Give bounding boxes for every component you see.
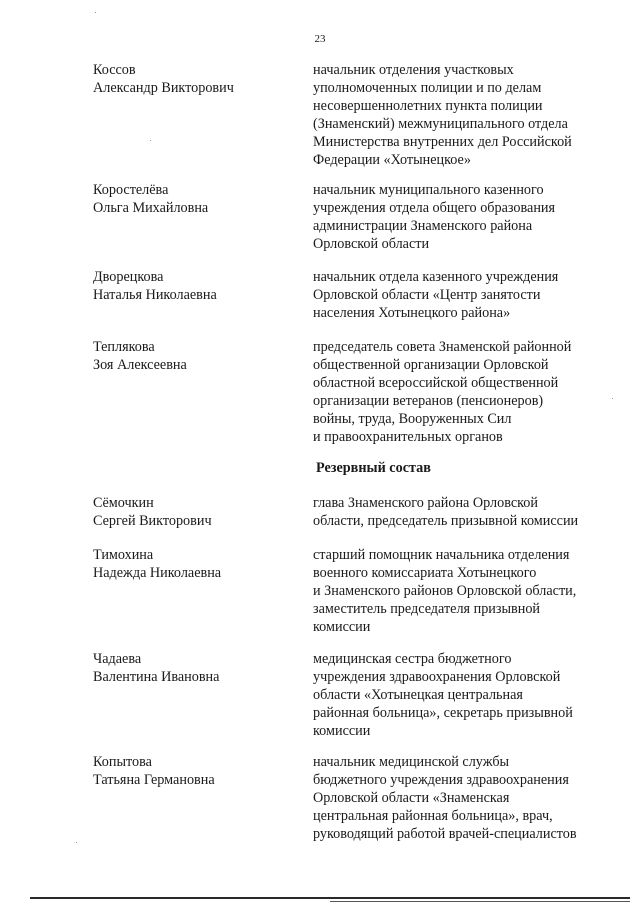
member-role: начальник отдела казенного учреждения Орловской области «Центр занятости населения Хотынецкого района» bbox=[313, 269, 559, 321]
reserve-member-name: Сёмочкин Сергей Викторович bbox=[93, 495, 212, 529]
page-bottom-rule bbox=[30, 897, 630, 899]
scan-speck bbox=[95, 12, 96, 13]
page-number: 23 bbox=[314, 33, 326, 45]
scan-speck bbox=[612, 398, 613, 399]
reserve-section-heading: Резервный состав bbox=[316, 460, 431, 476]
member-name: Дворецкова Наталья Николаевна bbox=[93, 269, 217, 303]
reserve-member-role: глава Знаменского района Орловской области, председатель призывной комиссии bbox=[313, 495, 579, 529]
member-name: Коссов Александр Викторович bbox=[93, 62, 234, 96]
member-name: Теплякова Зоя Алексеевна bbox=[93, 339, 187, 373]
scan-speck bbox=[76, 842, 77, 843]
member-role: начальник отделения участковых уполномоченных полиции и по делам несовершеннолетних пункта полиции (Знаменский) межмуниципального отдела Министерства внутренних дел Российской Федерации «Хотынецкое» bbox=[313, 62, 572, 168]
scan-speck bbox=[150, 140, 151, 141]
member-role: председатель совета Знаменской районной общественной организации Орловской областной всероссийской общественной организации ветеранов (пенсионеров) войны, труда, Вооруженных Сил и правоохранительных органов bbox=[313, 339, 572, 445]
reserve-member-name: Чадаева Валентина Ивановна bbox=[93, 651, 220, 685]
reserve-member-role: старший помощник начальника отделения военного комиссариата Хотынецкого и Знаменского районов Орловской области, заместитель председателя призывной комиссии bbox=[313, 547, 577, 635]
reserve-member-name: Тимохина Надежда Николаевна bbox=[93, 547, 222, 581]
page-bottom-rule-thin bbox=[330, 901, 630, 902]
reserve-member-role: начальник медицинской службы бюджетного учреждения здравоохранения Орловской области «Знаменская центральная районная больница», врач, руководящий работой врачей-специалистов bbox=[313, 754, 577, 842]
member-role: начальник муниципального казенного учреждения отдела общего образования администрации Знаменского района Орловской области bbox=[313, 182, 556, 252]
reserve-member-name: Копытова Татьяна Германовна bbox=[93, 754, 215, 788]
reserve-member-role: медицинская сестра бюджетного учреждения здравоохранения Орловской области «Хотынецкая центральная районная больница», секретарь призывной комиссии bbox=[313, 651, 573, 739]
member-name: Коростелёва Ольга Михайловна bbox=[93, 182, 209, 216]
